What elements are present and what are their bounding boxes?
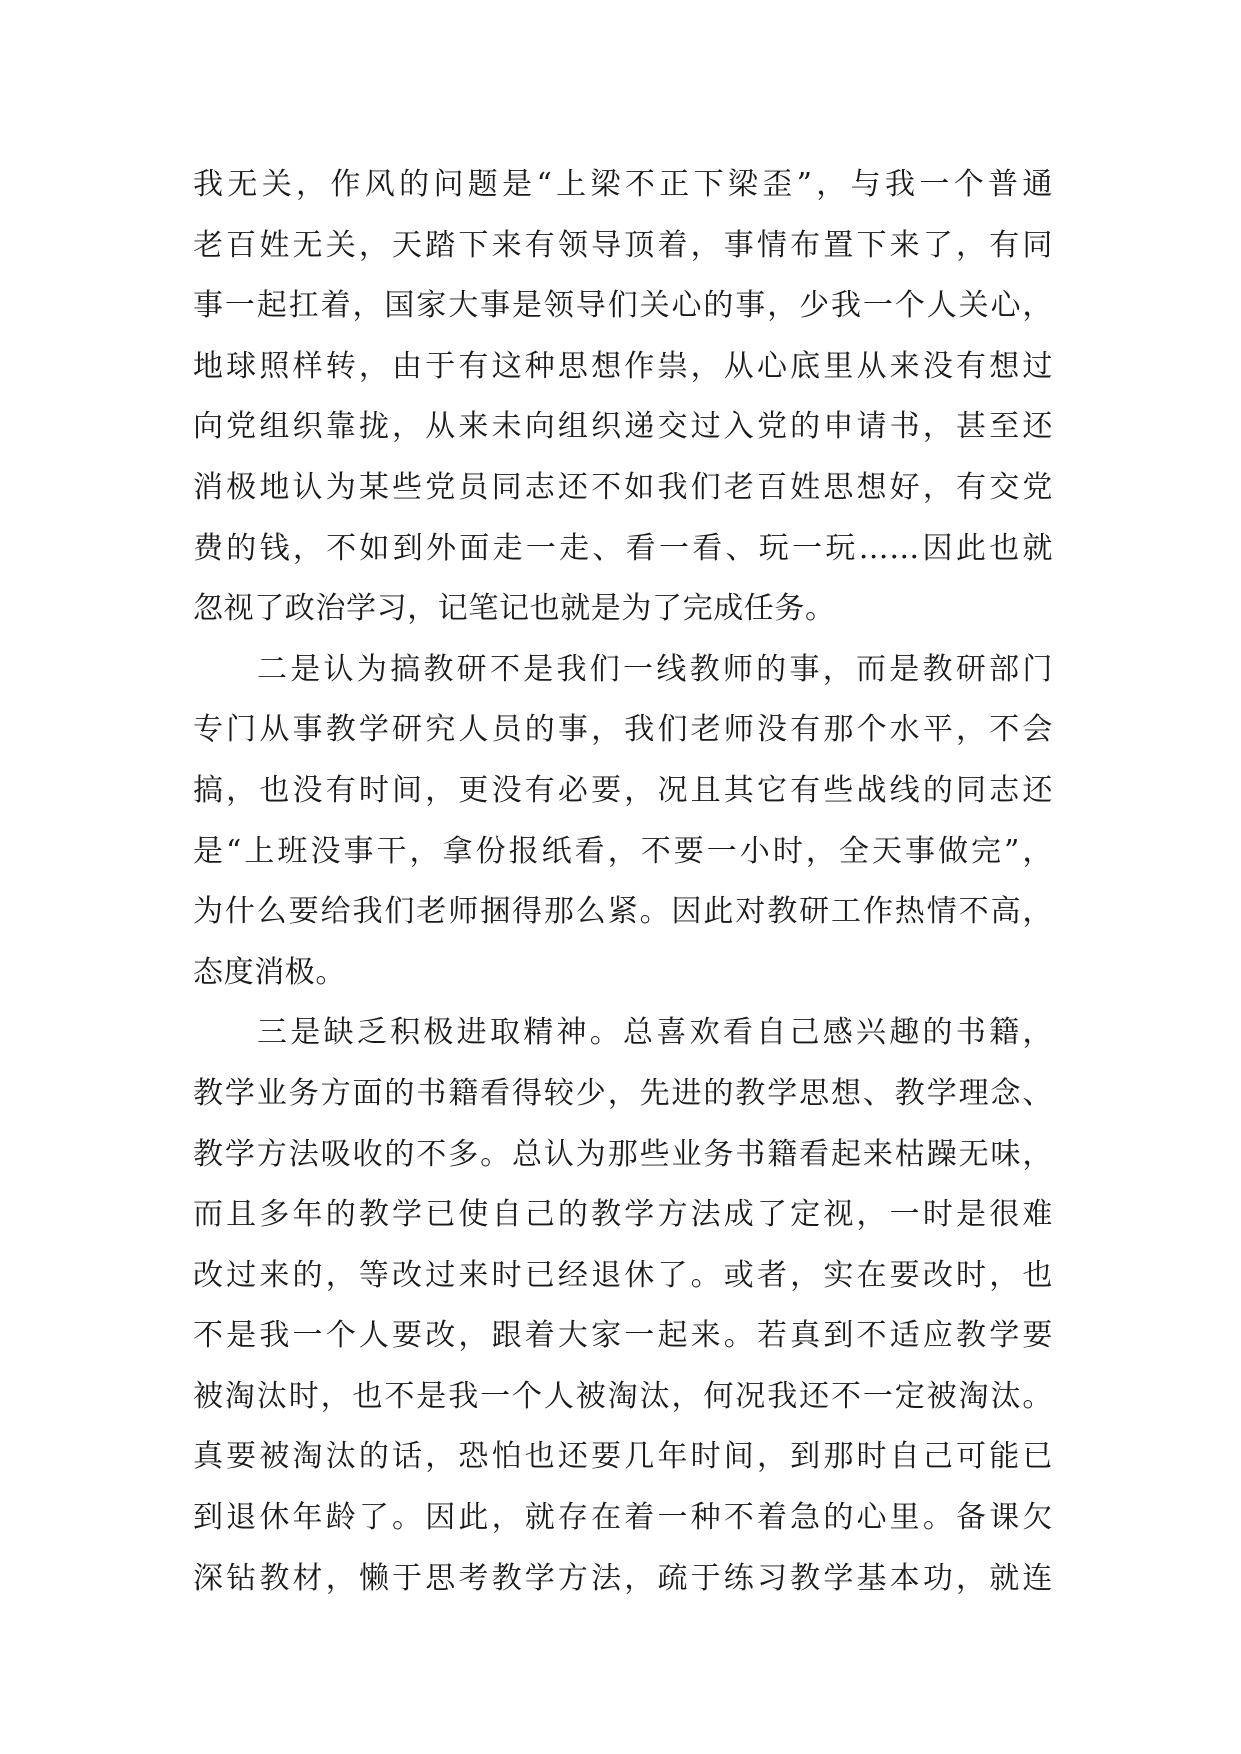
text-line: 教学方法吸收的不多。总认为那些业务书籍看起来枯躁无味，	[193, 1136, 1053, 1172]
text-line: 为什么要给我们老师捆得那么紧。因此对教研工作热情不高，	[193, 894, 1053, 930]
text-line: 不是我一个人要改，跟着大家一起来。若真到不适应教学要	[193, 1318, 1053, 1354]
text-line: 我无关，作风的问题是“上梁不正下梁歪”，与我一个普通	[193, 167, 1053, 202]
text-line: 老百姓无关，天踏下来有领导顶着，事情布置下来了，有同	[193, 227, 1053, 263]
text-line: 地球照样转，由于有这种思想作祟，从心底里从来没有想过	[193, 348, 1053, 384]
text-line: 二是认为搞教研不是我们一线教师的事，而是教研部门	[257, 651, 1053, 687]
text-line: 搞，也没有时间，更没有必要，况且其它有些战线的同志还	[193, 772, 1053, 808]
text-line: 专门从事教学研究人员的事，我们老师没有那个水平，不会	[193, 712, 1053, 748]
text-line: 到退休年龄了。因此，就存在着一种不着急的心里。备课欠	[193, 1500, 1053, 1536]
text-line: 真要被淘汰的话，恐怕也还要几年时间，到那时自己可能已	[193, 1439, 1053, 1475]
text-line: 被淘汰时，也不是我一个人被淘汰，何况我还不一定被淘汰。	[193, 1378, 1053, 1414]
text-line: 改过来的，等改过来时已经退休了。或者，实在要改时，也	[193, 1257, 1053, 1293]
text-line: 深钻教材，懒于思考教学方法，疏于练习教学基本功，就连	[193, 1560, 1053, 1596]
body-text	[193, 155, 1053, 1609]
text-line: 事一起扛着，国家大事是领导们关心的事，少我一个人关心，	[193, 288, 1053, 324]
text-line: 费的钱，不如到外面走一走、看一看、玩一玩……因此也就	[193, 530, 1053, 566]
text-line: 态度消极。	[193, 954, 346, 990]
text-line: 消极地认为某些党员同志还不如我们老百姓思想好，有交党	[193, 469, 1053, 505]
text-line: 教学业务方面的书籍看得较少，先进的教学思想、教学理念、	[193, 1075, 1053, 1111]
text-line: 而且多年的教学已使自己的教学方法成了定视，一时是很难	[193, 1197, 1053, 1233]
text-line: 向党组织靠拢，从来未向组织递交过入党的申请书，甚至还	[193, 409, 1053, 445]
text-line: 是“上班没事干，拿份报纸看，不要一小时，全天事做完”，	[193, 833, 1053, 869]
text-line: 三是缺乏积极进取精神。总喜欢看自己感兴趣的书籍，	[257, 1015, 1053, 1051]
text-line: 忽视了政治学习，记笔记也就是为了完成任务。	[193, 591, 836, 627]
